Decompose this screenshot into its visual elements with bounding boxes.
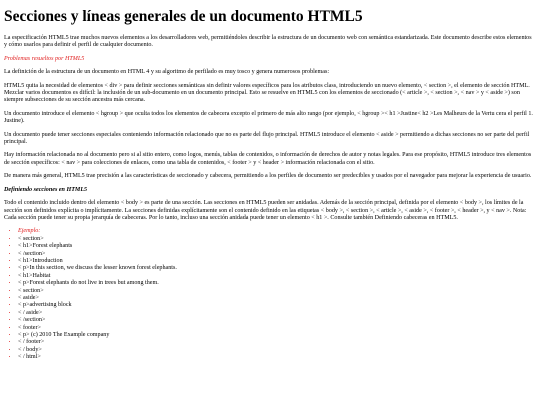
list-item: • < h1>Forest elephants bbox=[18, 243, 533, 250]
paragraph-hgroup: Un documento introduce el elemento < hgroup > que oculta todos los elementos de cabecera excepto el primero de más alto rango (por ejemplo, < hgroup >< h1 >Justine< h2 >Les Malheurs de la Vertu cera el perfil 1. Justine). bbox=[4, 110, 533, 125]
list-item: • < footer> bbox=[18, 325, 533, 332]
subheading-defining-sections: Definiendo secciones en HTML5 bbox=[4, 186, 88, 193]
list-item: • < section> bbox=[18, 236, 533, 243]
list-item: • < p>Forest elephants do not live in trees but among them. bbox=[18, 280, 533, 287]
list-item: • < h1>Introduction bbox=[18, 258, 533, 265]
list-item: • < / body> bbox=[18, 347, 533, 354]
example-code-list bbox=[4, 228, 533, 361]
subheading-problems: Problemas resueltos por HTML5 bbox=[4, 55, 85, 62]
list-item: • < p>In this section, we discuss the lesser known forest elephants. bbox=[18, 265, 533, 272]
list-item: • < /section> bbox=[18, 251, 533, 258]
list-item: • < / html> bbox=[18, 354, 533, 361]
paragraph-section-elements: HTML5 quita la necesidad de elementos < div > para definir secciones semánticas sin definir valores específicos para los atributos class, introduciendo un nuevo elemento, < section >, el elemento de sección HTML. Mezclar varios documentos es difícil: la inclusión de un sub-documento en un documento principal. Esto se resuelve en HTML5 con los elementos de seccionado (< article >, < section >, < nav > y < aside >) son siempre subsecciones de su sección ancestra más cercana. bbox=[4, 82, 530, 104]
paragraph-general: De manera más general, HTML5 trae precisión a las características de seccionado y cabecera, permitiendo a los perfiles de documento ser predecibles y usados por el navegador para mejorar la experiencia de usuario. bbox=[4, 173, 532, 180]
list-item: • < p>advertising block bbox=[18, 302, 533, 309]
list-item: • < aside> bbox=[18, 295, 533, 302]
paragraph-nav-footer-header: Hay información relacionada no al documento pero si al sitio entero, como logos, menús, tablas de contenidos, o información de derechos de autor y notas legales. Para ese propósito, HTML5 introduce tres elementos de sección específicos: < nav > para colecciones de enlaces, como una tabla de contenidos, < footer > y < header > información relacionada con el sitio. bbox=[4, 152, 532, 166]
page-title: Secciones y líneas generales de un documento HTML5 bbox=[4, 8, 363, 25]
paragraph-aside: Un documento puede tener secciones especiales conteniendo información relacionado que no es parte del flujo principal. HTML5 introduce el elemento < aside > permitiendo a dichas secciones no ser parte del perfil principal. bbox=[4, 131, 530, 146]
list-item: • < / footer> bbox=[18, 339, 533, 346]
list-item: • < p> (c) 2010 The Example company bbox=[18, 332, 533, 339]
list-item: • < h1>Habitat bbox=[18, 273, 533, 280]
list-item: • < section> bbox=[18, 288, 533, 295]
list-item: • < /section> bbox=[18, 317, 533, 324]
paragraph-body-content: Todo el contenido incluido dentro del elemento < body > es parte de una sección. Las secciones en HTML5 pueden ser anidadas. Además de la sección principal, definida por el elemento < body >, los límites de la sección son definidos explícita o implícitamente. La secciones definidas explícitamente son el contenido definido en las etiquetas < body >, < section >, < article >, < aside >, < footer >, < header >, y < nav >. Nota: Cada sección puede tener su propia jerarquía de cabeceras. Por lo tanto, incluso una sección anidada puede tener un elemento < h1 >. Consulte también Definiendo cabeceras en HTML5. bbox=[4, 200, 527, 221]
paragraph-structure-definition: La definición de la estructura de un documento en HTML 4 y su algoritmo de perfilado es muy tosco y genera numerosos problemas: bbox=[4, 69, 330, 76]
list-item: • < / aside> bbox=[18, 310, 533, 317]
example-label: • Ejemplo: bbox=[18, 228, 533, 235]
intro-paragraph: La especificación HTML5 trae muchos nuevos elementos a los desarrolladores web, permitiéndoles describir la estructura de un documento web con semántica estandarizada. Este documento describe estos elementos y cómo usarlos para definir el perfil de cualquier documento. bbox=[4, 35, 532, 49]
